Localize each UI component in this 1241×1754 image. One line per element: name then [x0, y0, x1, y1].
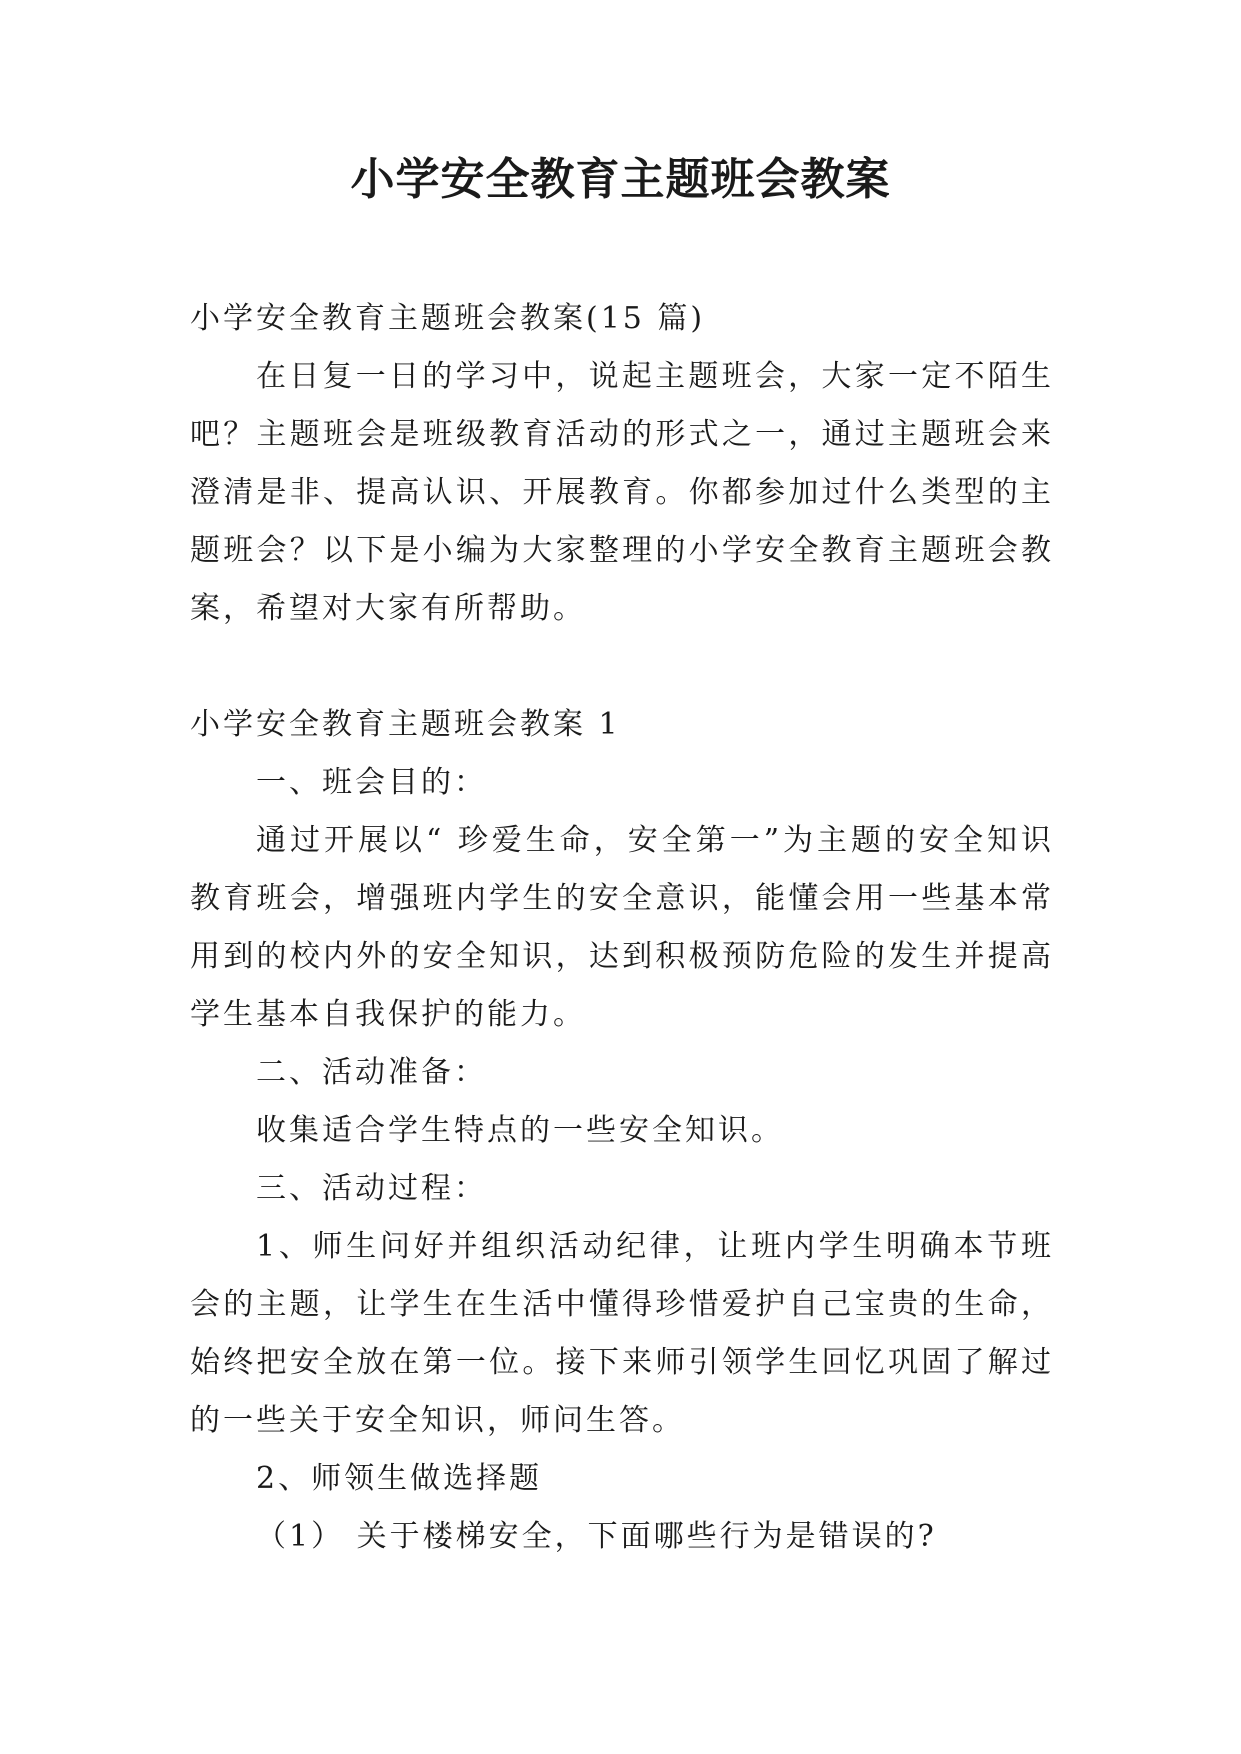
question-1: （1） 关于楼梯安全，下面哪些行为是错误的?	[256, 1519, 937, 1554]
item-heading-process: 三、活动过程：	[256, 1171, 487, 1206]
document-title: 小学安全教育主题班会教案	[350, 154, 891, 205]
document-body	[190, 290, 1054, 1566]
subtitle-line: 小学安全教育主题班会教案(15 篇)	[190, 301, 706, 336]
goal-paragraph: 通过开展以“ 珍爱生命，安全第一”为主题的安全知识教育班会，增强班内学生的安全意识，能懂会用一些基本常用到的校内外的安全知识，达到积极预防危险的发生并提高学生基本自我保护的能力。	[190, 823, 1054, 1032]
intro-paragraph: 在日复一日的学习中，说起主题班会，大家一定不陌生吧？主题班会是班级教育活动的形式之一，通过主题班会来澄清是非、提高认识、开展教育。你都参加过什么类型的主题班会？以下是小编为大家整理的小学安全教育主题班会教案，希望对大家有所帮助。	[190, 359, 1054, 626]
item-heading-preparation: 二、活动准备：	[256, 1055, 487, 1090]
preparation-paragraph: 收集适合学生特点的一些安全知识。	[256, 1113, 784, 1148]
process-step-1: 1、师生问好并组织活动纪律，让班内学生明确本节班会的主题，让学生在生活中懂得珍惜爱护自己宝贵的生命，始终把安全放在第一位。接下来师引领学生回忆巩固了解过的一些关于安全知识，师问生答。	[190, 1229, 1054, 1438]
section-heading: 小学安全教育主题班会教案 1	[190, 707, 621, 742]
process-step-2: 2、师领生做选择题	[256, 1461, 543, 1496]
item-heading-goal: 一、班会目的：	[256, 765, 487, 800]
